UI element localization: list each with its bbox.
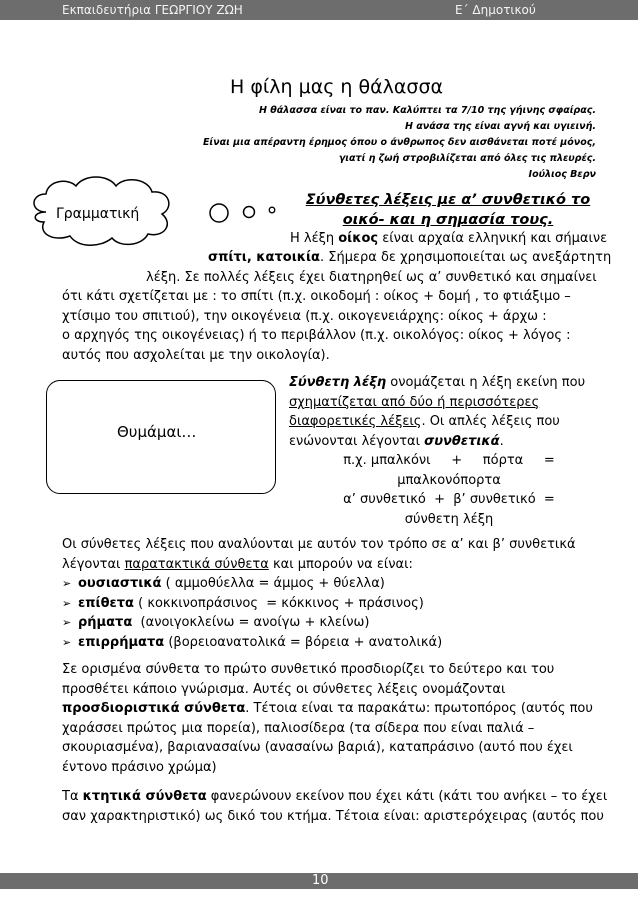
text: ενώνονται λέγονται: [289, 433, 425, 449]
intro-line: [290, 229, 607, 249]
page-footer: [0, 873, 638, 889]
underlined-text: σχηματίζεται από δύο ή περισσότερες: [289, 394, 540, 410]
text: . Οι απλές λέξεις που: [421, 414, 560, 429]
definition-term: Σύνθετη λέξη: [289, 375, 387, 390]
school-name: Εκπαιδευτήρια ΓΕΩΡΓΙΟΥ ΖΩΗ: [62, 3, 243, 17]
intro-line: λέξη. Σε πολλές λέξεις έχει διατηρηθεί ως α’ συνθετικό και σημαίνει: [146, 270, 597, 285]
grammar-label: Γραμματική: [56, 206, 140, 222]
page-title: Η φίλη μας η θάλασσα: [230, 76, 444, 98]
quote-line: Είναι μια απέραντη έρημος όπου ο άνθρωπος δεν αισθάνεται ποτέ μόνος,: [202, 137, 596, 148]
text: ( κοκκινοπράσινος = κόκκινος + πράσινος): [133, 595, 424, 611]
compound-types-list: [62, 574, 622, 652]
example-line: π.χ. μπαλκόνι + πόρτα =: [343, 453, 555, 468]
underlined-text: διαφορετικές λέξεις: [289, 414, 422, 429]
bold-term: ρήματα: [78, 615, 133, 630]
example-line: α’ συνθετικό + β’ συνθετικό =: [343, 492, 555, 507]
underlined-text: παρατακτικά σύνθετα: [124, 556, 269, 572]
page-number: 10: [312, 873, 329, 888]
text: . Τέτοια είναι τα παρακάτω: πρωτοπόρος (αυτός που: [245, 701, 593, 716]
intro-line: ο αρχηγός της οικογένειας) ή το περιβάλλον (π.χ. οικολόγος: οίκος + λόγος :: [62, 328, 571, 343]
text: (ανοιγοκλείνω = ανοίγω + κλείνω): [132, 615, 370, 630]
paragraph-line: σκουριασμένα), βαριανασαίνω (ανασαίνω βαριά), καταπράσινο (αυτό που έχει: [62, 740, 573, 755]
intro-line: ότι κάτι σχετίζεται με : το σπίτι (π.χ. οικοδομή : οίκος + δομή , το φτιάξιμο –: [62, 289, 571, 304]
paragraph-line: σαν χαρακτηριστικό) ως δικό του κτήμα. Τέτοια είναι: αριστερόχειρας (αυτός που: [62, 808, 604, 824]
intro-line: αυτός που ασχολείται με την οικολογία).: [62, 347, 330, 363]
quote-line: Η θάλασσα είναι το παν. Καλύπτει τα 7/10 της γήινης σφαίρας.: [259, 105, 596, 116]
remember-box: [46, 380, 276, 494]
text: είναι αρχαία ελληνική και σήμαινε: [378, 231, 608, 246]
list-item: [62, 613, 622, 633]
list-item: [62, 594, 622, 614]
arrow-bullet-icon: ➢: [62, 596, 72, 610]
paragraph-line: έντονο πράσινο χρώμα): [62, 759, 217, 775]
bold-term: οίκος: [338, 231, 379, 246]
paratactic-section: [62, 535, 622, 652]
definition-term: συνθετικά: [424, 433, 500, 449]
text: Τα: [62, 789, 83, 804]
arrow-bullet-icon: ➢: [62, 577, 72, 590]
paragraph-line: προσθέτει κάποιο γνώρισμα. Αυτές οι σύνθετες λέξεις ονομάζονται: [62, 681, 506, 697]
definition-paragraph: [289, 373, 609, 451]
possessive-paragraph: [62, 787, 622, 826]
section-heading: [288, 190, 608, 230]
intro-paragraph: [62, 287, 622, 365]
page-header: [0, 0, 638, 20]
paragraph-line: Σε ορισμένα σύνθετα το πρώτο συνθετικό προσδιορίζει το δεύτερο και του: [62, 662, 555, 677]
bold-term: προσδιοριστικά σύνθετα: [62, 701, 246, 716]
heading-line: οικό- και η σημασία τους.: [342, 212, 554, 228]
text: . Σήμερα δε χρησιμοποιείται ως ανεξάρτητη: [320, 250, 612, 265]
heading-line: Σύνθετες λέξεις με α’ συνθετικό το: [305, 192, 591, 208]
paragraph-line: χαράσσει πρώτος μια πορεία), παλιοσίδερα (τα σίδερα που είναι παλιά –: [62, 720, 535, 736]
text: .: [499, 433, 504, 449]
determinative-paragraph: [62, 660, 622, 777]
text: ( αμμοθύελλα = άμμος + θύελλα): [161, 576, 385, 591]
list-item: [62, 574, 622, 594]
text: ονομάζεται η λέξη εκείνη που: [386, 375, 586, 390]
arrow-bullet-icon: ➢: [62, 635, 72, 649]
intro-line: [208, 248, 611, 268]
grade-label: Ε΄ Δημοτικού: [455, 3, 536, 17]
bold-term: επίθετα: [78, 595, 134, 611]
paratactic-line: Οι σύνθετες λέξεις που αναλύονται με αυτόν τον τρόπο σε α’ και β’ συνθετικά: [62, 537, 576, 552]
intro-line: χτίσιμο του σπιτιού), την οικογένεια (π.χ. οικογενειάρχης: οίκος + άρχω :: [62, 308, 547, 324]
quote-line: Η ανάσα της είναι αγνή και υγιεινή.: [404, 121, 596, 132]
quote-line: γιατί η ζωή στροβιλίζεται από όλες τις πλευρές.: [338, 153, 596, 164]
text: φανερώνουν εκείνον που έχει κάτι (κάτι του ανήκει – το έχει: [206, 789, 608, 804]
text: Η λέξη: [290, 231, 339, 246]
example-line: μπαλκονόπορτα: [397, 472, 501, 488]
bold-term: κτητικά σύνθετα: [82, 789, 207, 804]
text: (βορειοανατολικά = βόρεια + ανατολικά): [164, 634, 443, 650]
bold-term: σπίτι, κατοικία: [208, 250, 320, 265]
epigraph-quote: [203, 103, 596, 183]
bold-term: ουσιαστικά: [78, 576, 162, 591]
quote-author: Ιούλιος Βερν: [528, 169, 596, 180]
text: και μπορούν να είναι:: [268, 556, 413, 572]
remember-label: Θυμάμαι…: [117, 423, 197, 441]
example-block: [289, 451, 609, 529]
example-line: σύνθετη λέξη: [404, 511, 494, 527]
arrow-bullet-icon: ➢: [62, 616, 72, 629]
bold-term: επιρρήματα: [78, 634, 165, 650]
text: λέγονται: [62, 556, 125, 572]
list-item: [62, 633, 622, 653]
